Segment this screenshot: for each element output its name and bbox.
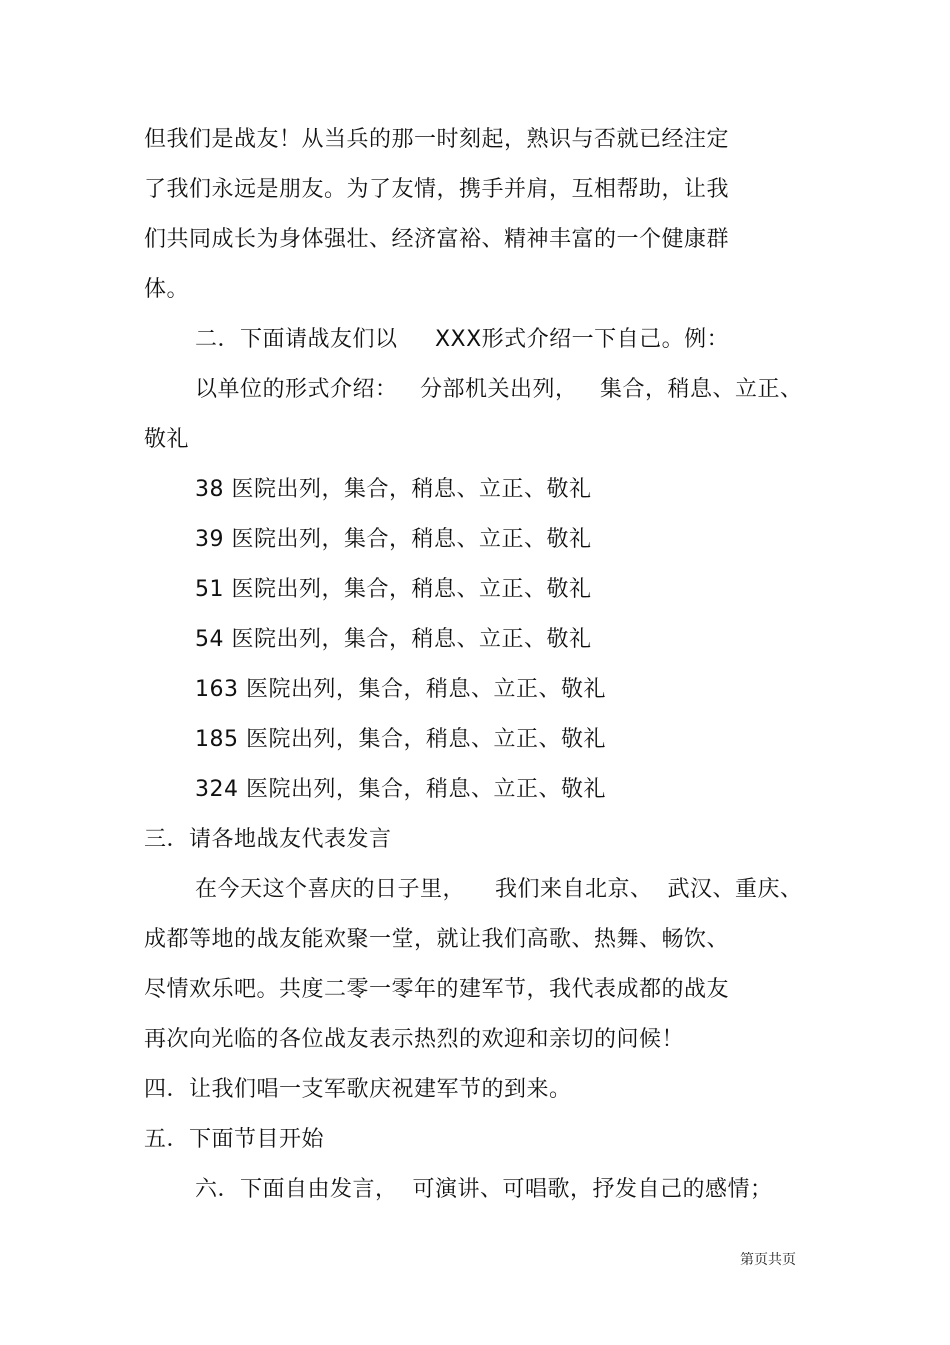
- paragraph-line: 体。: [144, 277, 190, 302]
- list-item: 38 医院出列，集合，稍息、立正、敬礼: [195, 477, 592, 502]
- paragraph-line: 以单位的形式介绍： 分部机关出列， 集合，稍息、立正、: [195, 377, 803, 402]
- list-item: 185 医院出列，集合，稍息、立正、敬礼: [195, 727, 606, 752]
- list-item: 324 医院出列，集合，稍息、立正、敬礼: [195, 777, 606, 802]
- list-item: 54 医院出列，集合，稍息、立正、敬礼: [195, 627, 592, 652]
- paragraph-line: 在今天这个喜庆的日子里， 我们来自北京、 武汉、重庆、: [195, 877, 803, 902]
- section-heading-2: 二．下面请战友们以 XXX形式介绍一下自己。例：: [195, 327, 730, 352]
- section-heading-3: 三．请各地战友代表发言: [144, 827, 392, 852]
- page-footer: 第页共页: [740, 1252, 796, 1268]
- paragraph-line: 敬礼: [144, 427, 190, 452]
- paragraph-line: 们共同成长为身体强壮、经济富裕、精神丰富的一个健康群: [144, 227, 730, 252]
- list-item: 163 医院出列，集合，稍息、立正、敬礼: [195, 677, 606, 702]
- paragraph-line: 尽情欢乐吧。共度二零一零年的建军节，我代表成都的战友: [144, 977, 730, 1002]
- section-heading-4: 四．让我们唱一支军歌庆祝建军节的到来。: [144, 1077, 572, 1102]
- paragraph-line: 成都等地的战友能欢聚一堂，就让我们高歌、热舞、畅饮、: [144, 927, 730, 952]
- list-item: 51 医院出列，集合，稍息、立正、敬礼: [195, 577, 592, 602]
- section-heading-6: 六．下面自由发言， 可演讲、可唱歌，抒发自己的感情；: [195, 1177, 773, 1202]
- paragraph-line: 再次向光临的各位战友表示热烈的欢迎和亲切的问候！: [144, 1027, 685, 1052]
- section-heading-5: 五．下面节目开始: [144, 1127, 325, 1152]
- list-item: 39 医院出列，集合，稍息、立正、敬礼: [195, 527, 592, 552]
- paragraph-line: 但我们是战友！从当兵的那一时刻起，熟识与否就已经注定: [144, 127, 730, 152]
- paragraph-line: 了我们永远是朋友。为了友情，携手并肩，互相帮助，让我: [144, 177, 730, 202]
